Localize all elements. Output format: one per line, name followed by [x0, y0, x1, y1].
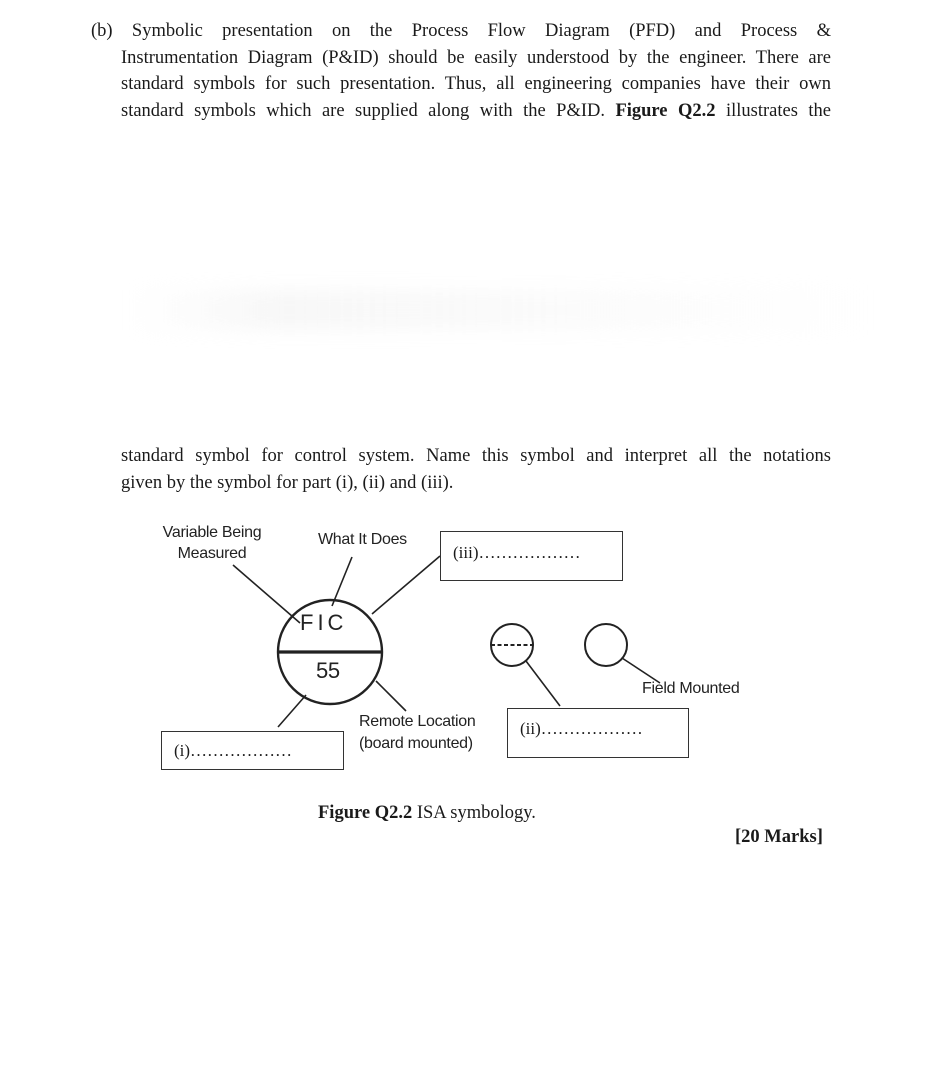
paragraph-line: Instrumentation Diagram (P&ID) should be easily understood by the engineer. There are: [121, 47, 831, 68]
paragraph-line: (b) Symbolic presentation on the Process Flow Diagram (PFD) and Process &: [91, 21, 831, 41]
leader-i: [278, 695, 306, 727]
paragraph-line: standard symbol for control system. Name this symbol and interpret all the notations: [121, 446, 831, 466]
what-it-does-label: What It Does: [318, 531, 407, 548]
leader-what-it-does: [332, 557, 352, 606]
remote-location-label: [359, 711, 475, 755]
marks-label: [20 Marks]: [735, 827, 823, 847]
instrument-letters: FIC: [300, 610, 348, 635]
variable-label-line: Measured: [177, 545, 247, 562]
leader-variable: [233, 565, 300, 623]
caption-figure-label: Figure Q2.2: [318, 803, 413, 823]
answer-box-iii[interactable]: [440, 531, 623, 581]
remote-location-line: Remote Location: [359, 713, 476, 730]
paragraph-line: given by the symbol for part (i), (ii) and (iii).: [121, 472, 454, 493]
remote-location-line: (board mounted): [359, 735, 473, 752]
field-mounted-circle: [585, 624, 627, 666]
answer-iii-text: (iii)………………: [453, 543, 581, 562]
field-mounted-label: Field Mounted: [642, 680, 740, 697]
answer-i-text: (i)………………: [174, 741, 293, 760]
leader-ii: [526, 661, 560, 706]
variable-label: [157, 522, 267, 564]
paragraph-text: standard symbols which are supplied along with the P&ID.: [121, 100, 616, 121]
answer-box-i[interactable]: [161, 731, 344, 770]
figure-reference: Figure Q2.2: [615, 100, 716, 121]
leader-iii: [372, 556, 440, 614]
figure-caption: [318, 803, 536, 824]
paragraph-line: standard symbols for such presentation. Thus, all engineering companies have their own: [121, 74, 831, 94]
answer-box-ii[interactable]: [507, 708, 689, 758]
caption-text: ISA symbology.: [412, 803, 536, 823]
answer-ii-text: (ii)………………: [520, 719, 643, 738]
variable-label-line: Variable Being: [162, 524, 262, 541]
instrument-number: 55: [316, 658, 340, 683]
leader-remote: [376, 681, 406, 711]
paragraph-text: illustrates the: [715, 100, 831, 121]
